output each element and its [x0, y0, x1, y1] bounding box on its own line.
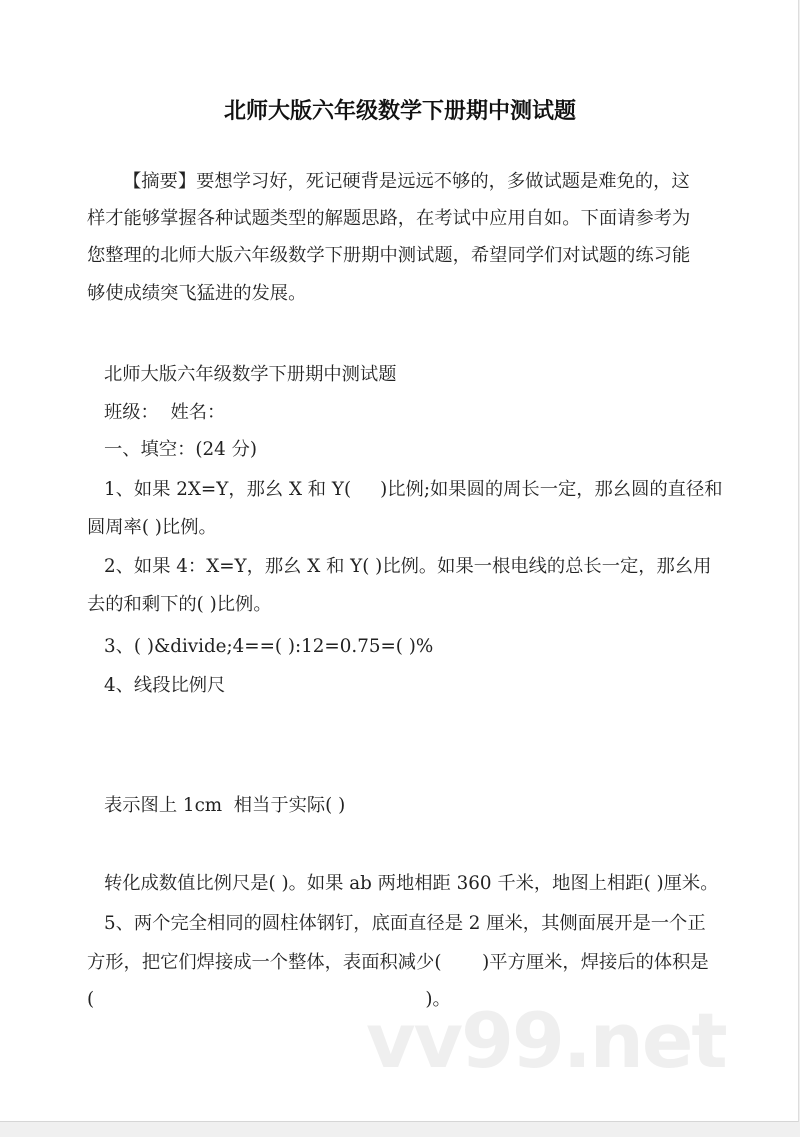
- abstract-line: 【摘要】要想学习好，死记硬背是远远不够的，多做试题是难免的，这: [123, 171, 690, 192]
- question-line: 3、( )&divide;4==( ):12=0.75=( )%: [104, 636, 434, 657]
- abstract-line: 您整理的北师大版六年级数学下册期中测试题，希望同学们对试题的练习能: [87, 245, 691, 266]
- question-line: 表示图上 1cm 相当于实际( ): [104, 795, 346, 816]
- question-line: 4、线段比例尺: [104, 675, 226, 696]
- question-line: 1、如果 2X=Y，那幺 X 和 Y( )比例;如果圆的周长一定，那幺圆的直径和: [104, 479, 723, 500]
- question-line: 5、两个完全相同的圆柱体钢钉，底面直径是 2 厘米，其侧面展开是一个正: [104, 913, 706, 934]
- question-line: ( )。: [87, 989, 451, 1010]
- question-line: 去的和剩下的( )比例。: [87, 594, 272, 615]
- section-title: 北师大版六年级数学下册期中测试题: [104, 364, 397, 385]
- class-name-line: 班级： 姓名：: [104, 402, 226, 423]
- question-line: 方形，把它们焊接成一个整体，表面积减少( )平方厘米，焊接后的体积是: [87, 952, 709, 973]
- watermark: vv99.net: [366, 996, 726, 1085]
- document-title: 北师大版六年级数学下册期中测试题: [223, 99, 576, 124]
- question-line: 转化成数值比例尺是( )。如果 ab 两地相距 360 千米，地图上相距( )厘米。: [104, 873, 719, 894]
- abstract-line: 够使成绩突飞猛进的发展。: [87, 283, 307, 304]
- question-line: 2、如果 4：X=Y，那幺 X 和 Y( )比例。如果一根电线的总长一定，那幺用: [104, 556, 712, 577]
- section-heading: 一、填空：(24 分): [104, 439, 258, 460]
- question-line: 圆周率( )比例。: [87, 517, 217, 538]
- abstract-line: 样才能够掌握各种试题类型的解题思路，在考试中应用自如。下面请参考为: [87, 208, 691, 229]
